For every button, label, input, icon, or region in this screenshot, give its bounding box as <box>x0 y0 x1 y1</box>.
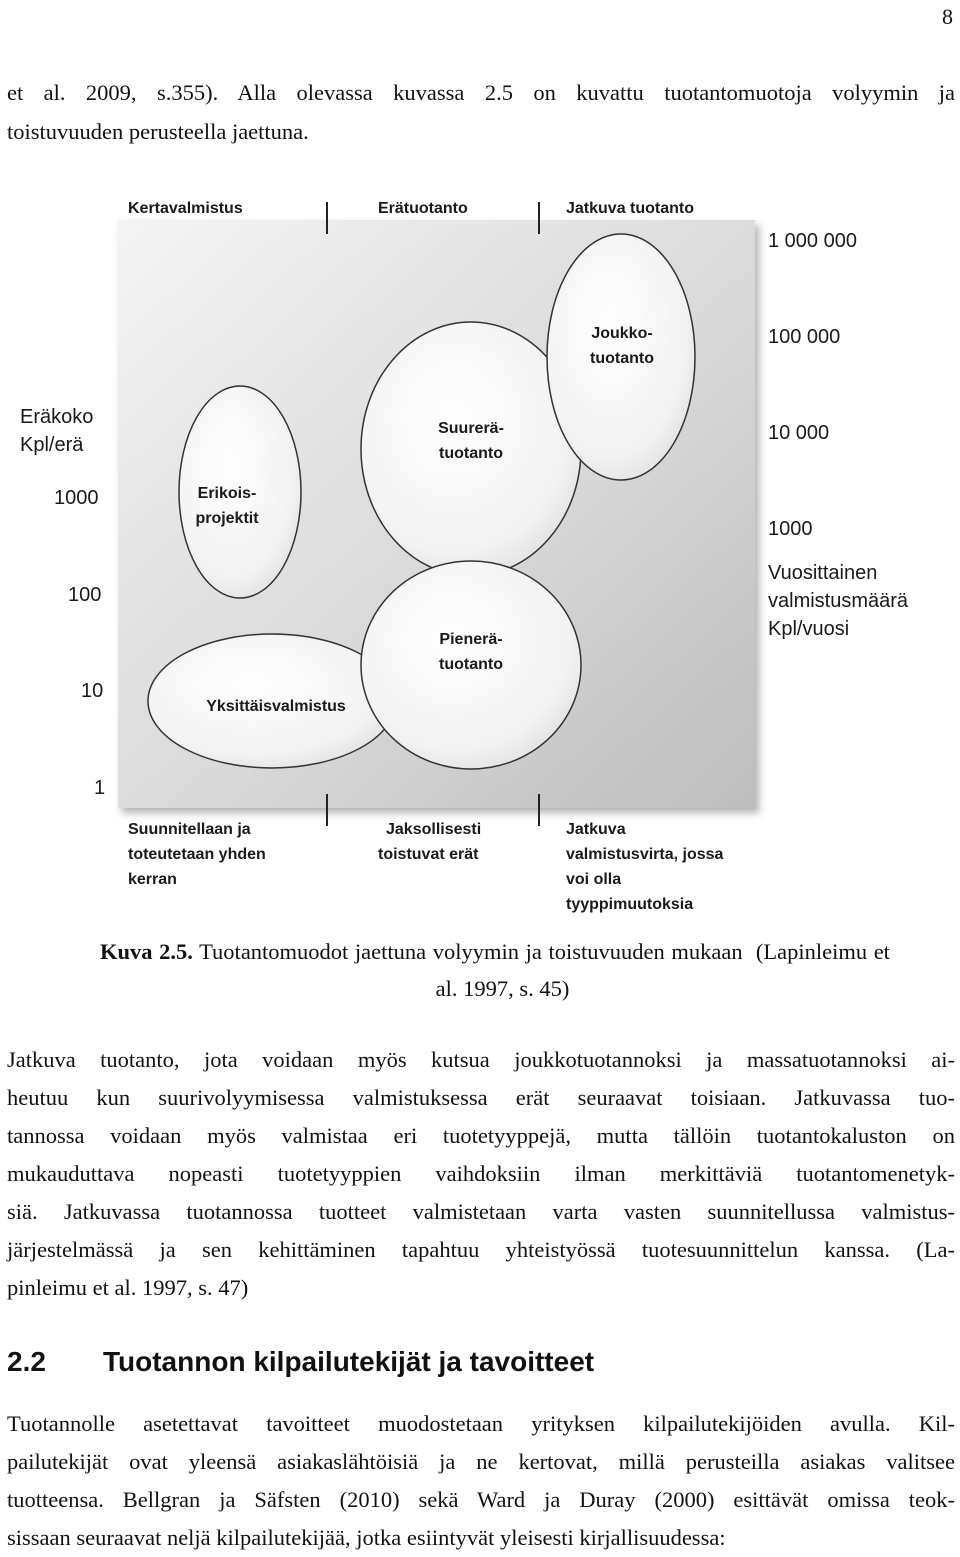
paragraph-line: sissaan seuraavat neljä kilpailutekijää, jotka esiintyvät yleisesti kirjallisuudessa: <box>7 1525 726 1550</box>
right-axis-title-3: Kpl/vuosi <box>768 618 850 640</box>
intro-line-2: toistuvuuden perusteella jaettuna. <box>7 119 309 144</box>
left-tick-10: 10 <box>81 680 104 702</box>
page-number: 8 <box>942 4 953 29</box>
paragraph-line: tannossa voidaan myös valmistaa eri tuotetyyppejä, mutta tällöin tuotantokaluston on <box>7 1123 955 1148</box>
intro-line-1: et al. 2009, s.355). Alla olevassa kuvassa 2.5 on kuvattu tuotantomuotoja volyymin ja <box>7 80 955 105</box>
right-axis-title-1: Vuosittainen <box>768 562 878 584</box>
bottom-label-jatkuva-1: Jatkuva <box>566 821 626 838</box>
top-label-eratuotanto: Erätuotanto <box>378 200 468 217</box>
label-yksittaisvalmistus: Yksittäisvalmistus <box>206 698 346 715</box>
paragraph-line: järjestelmässä ja sen kehittäminen tapahtuu yhteistyössä tuotesuunnittelun kanssa. (La- <box>7 1237 955 1262</box>
paragraph-line: Jatkuva tuotanto, jota voidaan myös kutsua joukkotuotannoksi ja massatuotannoksi ai- <box>7 1047 955 1072</box>
caption-text: Tuotantomuodot jaettuna volyymin ja toistuvuuden mukaan (Lapinleimu et <box>192 939 890 964</box>
label-suurera: Suurerä-tuotanto <box>438 420 504 462</box>
figure-production-types <box>0 190 960 920</box>
section-number: 2.2 <box>7 1346 46 1377</box>
intro-paragraph <box>7 74 955 151</box>
paragraph-line: siä. Jatkuvassa tuotannossa tuotteet valmistetaan varta vasten suunnitellussa valmistus- <box>7 1199 955 1224</box>
right-tick-1000000: 1 000 000 <box>768 230 857 252</box>
top-label-kertavalmistus: Kertavalmistus <box>128 200 243 217</box>
right-axis-title-2: valmistusmäärä <box>768 590 909 612</box>
label-joukko: Joukko-tuotanto <box>590 325 654 367</box>
top-label-jatkuva: Jatkuva tuotanto <box>566 200 695 217</box>
section-heading <box>7 1342 594 1382</box>
figure-caption <box>100 933 945 1007</box>
bottom-label-era-1: Jaksollisesti <box>386 821 482 838</box>
bottom-label-jatkuva-2: valmistusvirta, jossa <box>566 846 724 863</box>
paragraph-line: pinleimu et al. 1997, s. 47) <box>7 1275 249 1300</box>
left-tick-100: 100 <box>68 584 102 606</box>
section-title: Tuotannon kilpailutekijät ja tavoitteet <box>103 1346 595 1377</box>
left-tick-1000: 1000 <box>54 487 99 509</box>
paragraph-kilpailutekijat <box>7 1405 955 1557</box>
figure-diagram <box>0 190 960 920</box>
right-tick-1000: 1000 <box>768 518 813 540</box>
paragraph-line: pailutekijät ovat yleensä asiakaslähtöisiä ja ne kertovat, millä perusteilla asiakas valitsee <box>7 1449 955 1474</box>
paragraph-line: tuotteensa. Bellgran ja Säfsten (2010) sekä Ward ja Duray (2000) esittävät omissa teok- <box>7 1487 955 1512</box>
paragraph-jatkuva-tuotanto <box>7 1041 955 1307</box>
bottom-label-kerta-1: Suunnitellaan ja <box>128 821 251 838</box>
bottom-label-jatkuva-3: voi olla <box>566 871 622 888</box>
paragraph-line: heutuu kun suurivolyymisessa valmistuksessa erät seuraavat toisiaan. Jatkuvassa tuo- <box>7 1085 955 1110</box>
caption-label: Kuva 2.5. <box>100 939 193 964</box>
paragraph-line: Tuotannolle asetettavat tavoitteet muodostetaan yrityksen kilpailutekijöiden avulla. Kil- <box>7 1411 955 1436</box>
label-pienera: Pienerä-tuotanto <box>439 631 503 673</box>
caption-line-2: al. 1997, s. 45) <box>435 976 570 1001</box>
bottom-label-jatkuva-4: tyyppimuutoksia <box>566 896 694 913</box>
right-tick-10000: 10 000 <box>768 422 830 444</box>
paragraph-line: mukauduttava nopeasti tuotetyyppien vaihdoksiin ilman merkittäviä tuotantomenetyk- <box>7 1161 955 1186</box>
bottom-label-kerta-2: toteutetaan yhden <box>128 846 266 863</box>
bottom-label-kerta-3: kerran <box>128 871 177 888</box>
label-erikoisprojektit: Erikois-projektit <box>195 485 259 527</box>
bottom-label-era-2: toistuvat erät <box>378 846 479 863</box>
right-tick-100000: 100 000 <box>768 326 841 348</box>
left-tick-1: 1 <box>94 777 106 799</box>
left-axis-title-1: Eräkoko <box>20 406 94 428</box>
caption-line-1 <box>100 933 945 970</box>
left-axis-title-2: Kpl/erä <box>20 434 84 456</box>
